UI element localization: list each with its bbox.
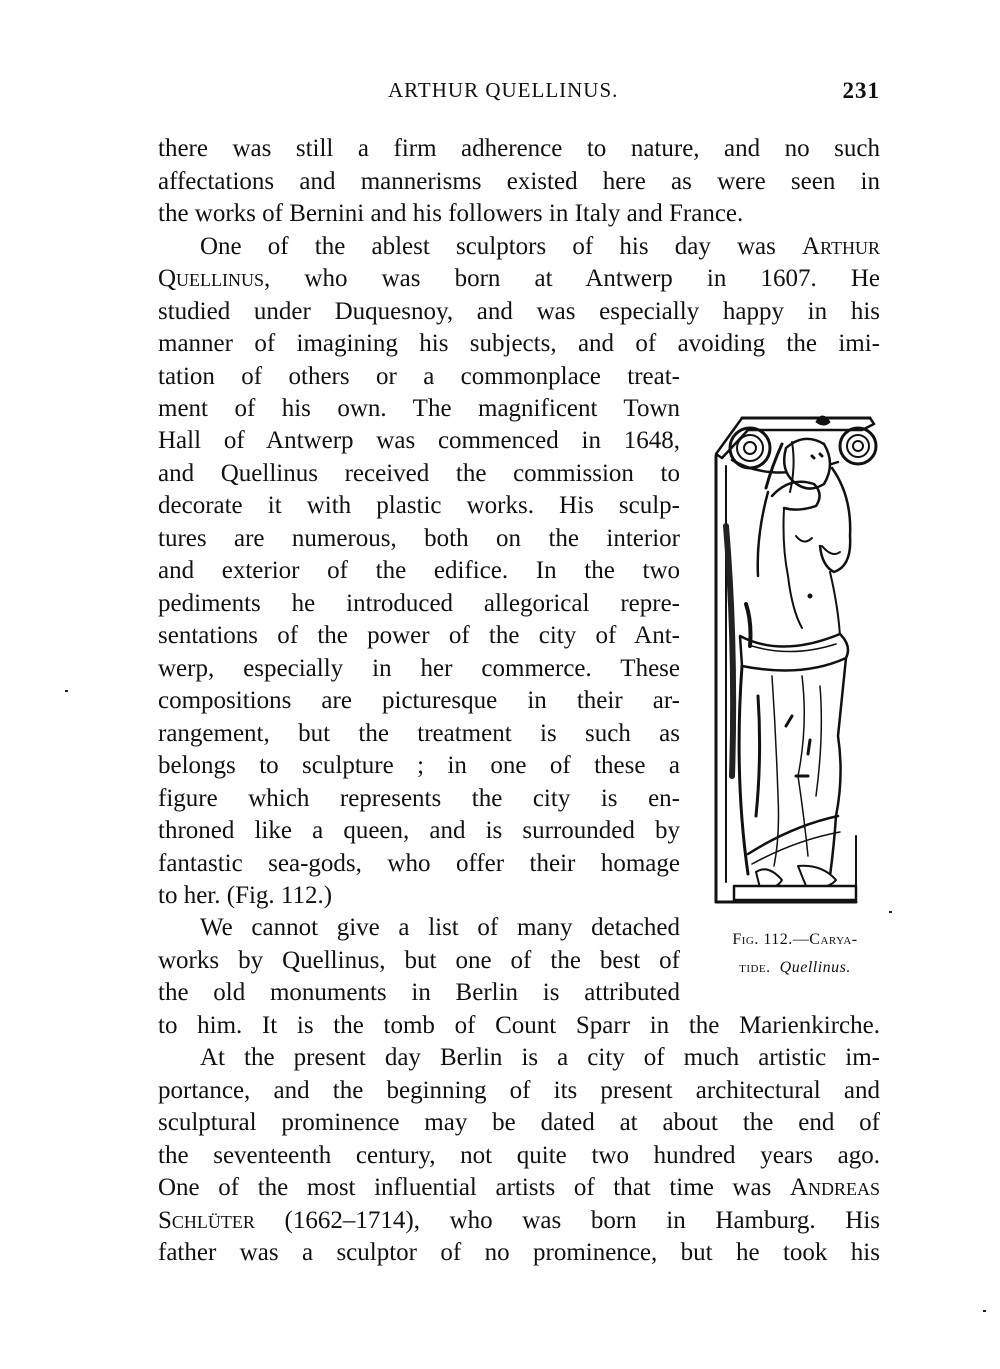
name-quellinus: Quellinus <box>158 265 265 292</box>
text-run: One of the ablest sculptors of his day was <box>200 233 776 260</box>
text-line: Hall of Antwerp was commenced in 1648, <box>158 427 680 454</box>
text-line: manner of imagining his subjects, and of avoiding the imi- <box>158 330 880 357</box>
text-line: sculptural prominence may be dated at about the end of <box>158 1109 880 1136</box>
caption-credit: tide. Quellinus. <box>739 959 851 976</box>
running-head <box>158 78 880 108</box>
text-line <box>158 263 880 295</box>
text-line: affectations and mannerisms existed here as were seen in <box>158 168 880 195</box>
text-line: figure which represents the city is en- <box>158 785 680 812</box>
text-line: portance, and the beginning of its present architectural and <box>158 1077 880 1104</box>
figure-caption <box>700 926 890 982</box>
text-line: the old monuments in Berlin is attributed <box>158 979 680 1006</box>
text-run: One of the most influential artists of that time was <box>158 1174 772 1201</box>
caryatid-illustration <box>712 396 878 906</box>
text-line: the works of Bernini and his followers in Italy and France. <box>158 200 744 227</box>
text-line: We cannot give a list of many detached <box>200 914 680 941</box>
text-line: pediments he introduced allegorical repre- <box>158 590 680 617</box>
text-line: werp, especially in her commerce. These <box>158 655 680 682</box>
text-line: to her. (Fig. 112.) <box>158 882 333 909</box>
text-line <box>158 231 880 263</box>
text-line: fantastic sea-gods, who offer their homage <box>158 850 680 877</box>
scan-speck <box>889 911 892 913</box>
name-schluter: Schlüter <box>158 1207 255 1234</box>
text-line: works by Quellinus, but one of the best of <box>158 947 680 974</box>
scan-speck <box>983 1310 986 1312</box>
text-run: (1662–1714), who was born in Hamburg. His <box>254 1207 880 1234</box>
text-line: and exterior of the edifice. In the two <box>158 557 680 584</box>
text-line: sentations of the power of the city of Ant- <box>158 622 680 649</box>
text-line: and Quellinus received the commission to <box>158 460 680 487</box>
text-line: tation of others or a commonplace treat- <box>158 363 680 390</box>
text-line: compositions are picturesque in their ar- <box>158 687 680 714</box>
text-line: ment of his own. The magnificent Town <box>158 395 680 422</box>
name-andreas: Andreas <box>789 1174 880 1201</box>
text-line <box>158 1172 880 1204</box>
text-line: studied under Duquesnoy, and was especially happy in his <box>158 298 880 325</box>
text-line: father was a sculptor of no prominence, but he took his <box>158 1239 880 1266</box>
caption-label: Fig. 112.—Carya- <box>732 931 858 948</box>
text-line: decorate it with plastic works. His sculp- <box>158 492 680 519</box>
text-line: At the present day Berlin is a city of much artistic im- <box>200 1044 880 1071</box>
name-arthur: Arthur <box>802 233 881 260</box>
text-line: tures are numerous, both on the interior <box>158 525 680 552</box>
scan-speck <box>65 690 68 692</box>
text-line: there was still a firm adherence to nature, and no such <box>158 135 880 162</box>
chapter-title: ARTHUR QUELLINUS. <box>388 78 619 102</box>
text-line: throned like a queen, and is surrounded by <box>158 817 680 844</box>
text-line: belongs to sculpture ; in one of these a <box>158 752 680 779</box>
text-line: to him. It is the tomb of Count Sparr in the Marienkirche. <box>158 1012 880 1039</box>
page-number: 231 <box>842 78 880 103</box>
text-line: rangement, but the treatment is such as <box>158 720 680 747</box>
text-line <box>158 1205 880 1237</box>
text-run: , who was born at Antwerp in 1607. He <box>264 265 880 292</box>
text-line: the seventeenth century, not quite two hundred years ago. <box>158 1142 880 1169</box>
